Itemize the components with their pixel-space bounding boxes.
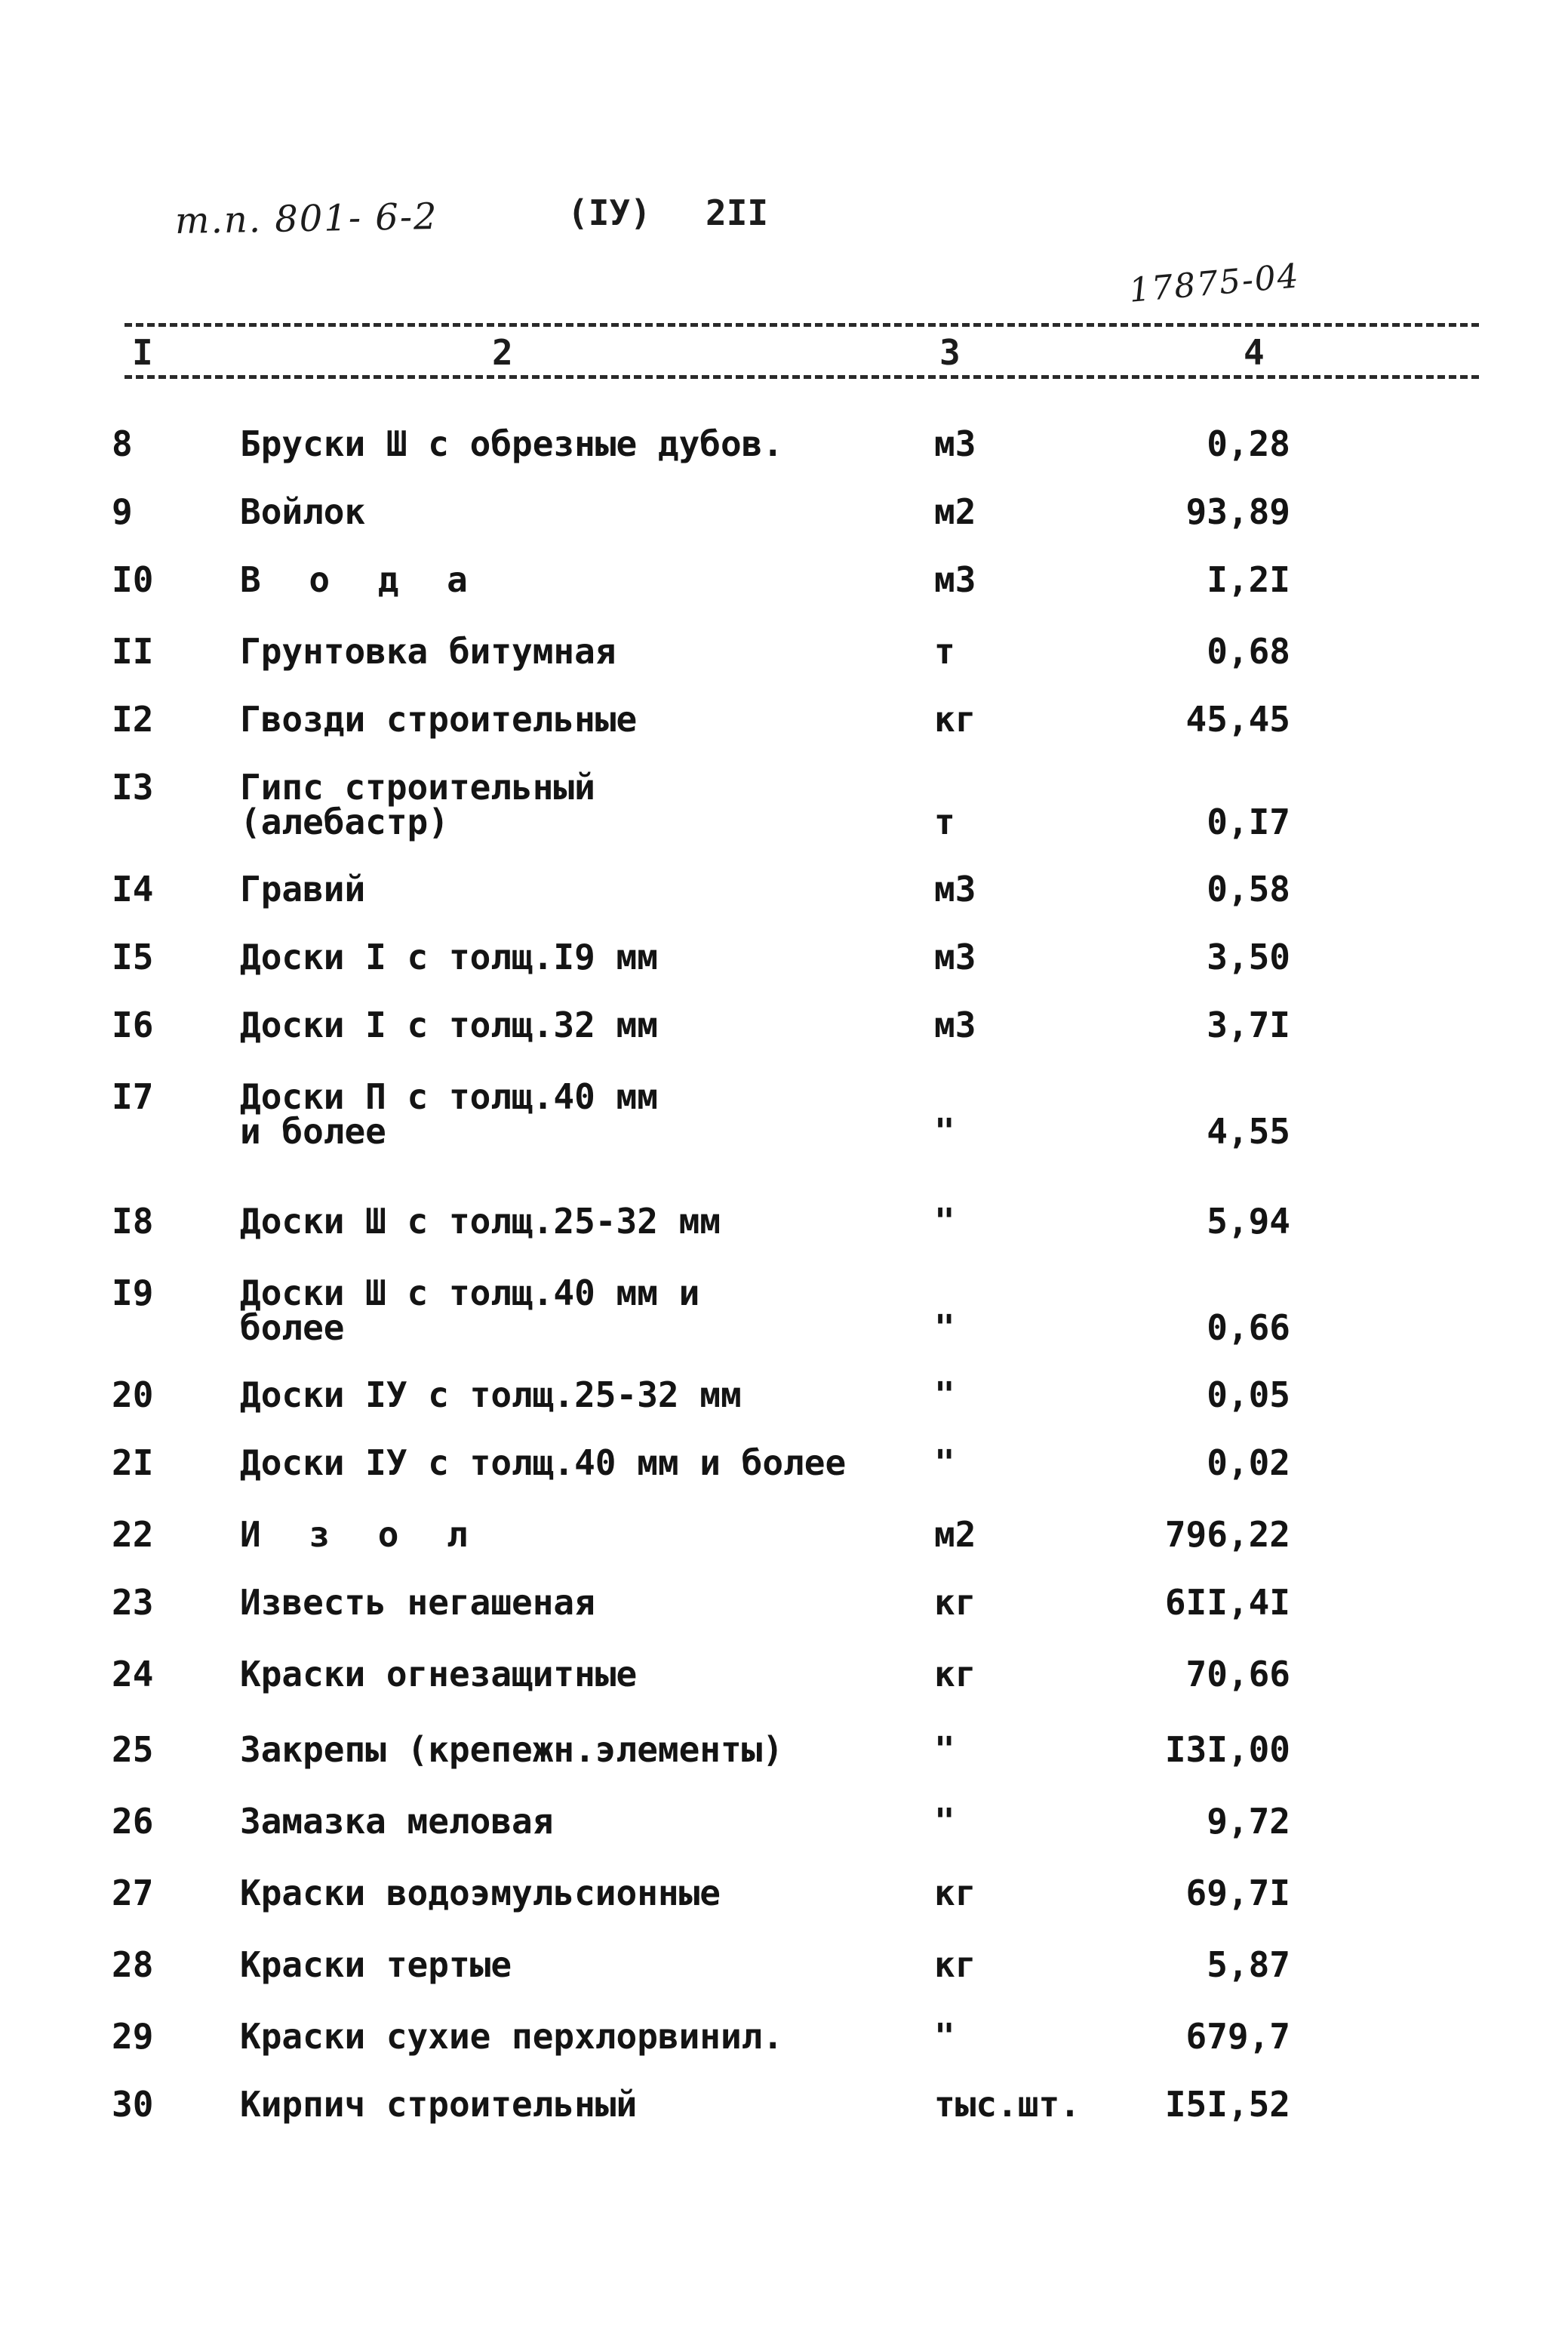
top-divider xyxy=(125,323,1479,327)
row-number: 20 xyxy=(112,1374,154,1415)
quantity-value: 6II,4I xyxy=(1164,1582,1290,1623)
row-number: 30 xyxy=(112,2084,154,2125)
material-name: Доски Ш с толщ.40 мм и более xyxy=(240,1273,700,1348)
section-label: (IУ) xyxy=(567,192,651,233)
quantity-value: 70,66 xyxy=(1185,1654,1290,1694)
material-name: Доски I с толщ.I9 мм xyxy=(240,937,658,977)
unit-of-measure: кг xyxy=(934,1944,976,1985)
row-number: 26 xyxy=(112,1801,154,1842)
unit-of-measure: " xyxy=(934,1729,955,1770)
quantity-value: 0,I7 xyxy=(1207,802,1290,842)
unit-of-measure: " xyxy=(934,2016,955,2057)
column-header-3: 3 xyxy=(939,332,961,373)
unit-of-measure: м2 xyxy=(934,1514,976,1555)
row-number: 27 xyxy=(112,1873,154,1913)
quantity-value: 0,58 xyxy=(1207,869,1290,909)
unit-of-measure: м3 xyxy=(934,423,976,464)
row-number: I0 xyxy=(112,559,154,600)
column-header-2: 2 xyxy=(492,332,513,373)
row-number: 29 xyxy=(112,2016,154,2057)
row-number: 2I xyxy=(112,1442,154,1483)
row-number: I3 xyxy=(112,767,154,808)
unit-of-measure: " xyxy=(934,1374,955,1415)
material-name: Краски огнезащитные xyxy=(240,1654,638,1694)
row-number: 9 xyxy=(112,491,133,532)
row-number: 25 xyxy=(112,1729,154,1770)
column-header-4: 4 xyxy=(1244,332,1265,373)
row-number: 24 xyxy=(112,1654,154,1694)
material-name: И з о л xyxy=(240,1514,481,1555)
material-name: Гравий xyxy=(240,869,366,909)
row-number: I5 xyxy=(112,937,154,977)
quantity-value: 69,7I xyxy=(1185,1873,1290,1913)
material-name: Доски IУ с толщ.25-32 мм xyxy=(240,1374,742,1415)
column-header-1: I xyxy=(132,332,153,373)
row-number: I9 xyxy=(112,1273,154,1313)
unit-of-measure: тыс.шт. xyxy=(934,2084,1081,2125)
material-name: Замазка меловая xyxy=(240,1801,554,1842)
quantity-value: 9,72 xyxy=(1207,1801,1290,1842)
unit-of-measure: м3 xyxy=(934,1005,976,1045)
unit-of-measure: м3 xyxy=(934,937,976,977)
material-name: В о д а xyxy=(240,559,481,600)
unit-of-measure: " xyxy=(934,1111,955,1152)
unit-of-measure: " xyxy=(934,1307,955,1348)
unit-of-measure: т xyxy=(934,802,955,842)
unit-of-measure: " xyxy=(934,1442,955,1483)
quantity-value: 93,89 xyxy=(1185,491,1290,532)
row-number: 8 xyxy=(112,423,133,464)
quantity-value: I5I,52 xyxy=(1164,2084,1290,2125)
quantity-value: 0,05 xyxy=(1207,1374,1290,1415)
quantity-value: 0,28 xyxy=(1207,423,1290,464)
row-number: 28 xyxy=(112,1944,154,1985)
row-number: 22 xyxy=(112,1514,154,1555)
quantity-value: I3I,00 xyxy=(1164,1729,1290,1770)
material-name: Доски П с толщ.40 мм и более xyxy=(240,1076,658,1152)
unit-of-measure: т xyxy=(934,631,955,672)
quantity-value: 3,7I xyxy=(1207,1005,1290,1045)
quantity-value: 5,94 xyxy=(1207,1201,1290,1242)
quantity-value: 679,7 xyxy=(1185,2016,1290,2057)
row-number: 23 xyxy=(112,1582,154,1623)
unit-of-measure: кг xyxy=(934,1654,976,1694)
material-name: Доски I с толщ.32 мм xyxy=(240,1005,658,1045)
row-number: I7 xyxy=(112,1076,154,1117)
material-name: Гвозди строительные xyxy=(240,699,638,740)
quantity-value: 5,87 xyxy=(1207,1944,1290,1985)
unit-of-measure: кг xyxy=(934,1873,976,1913)
material-name: Закрепы (крепежн.элементы) xyxy=(240,1729,784,1770)
material-name: Войлок xyxy=(240,491,366,532)
header-divider xyxy=(125,375,1479,379)
unit-of-measure: " xyxy=(934,1801,955,1842)
quantity-value: 4,55 xyxy=(1207,1111,1290,1152)
material-name: Известь негашеная xyxy=(240,1582,595,1623)
unit-of-measure: м3 xyxy=(934,869,976,909)
material-name: Кирпич строительный xyxy=(240,2084,638,2125)
quantity-value: 0,68 xyxy=(1207,631,1290,672)
project-code: т.п. 801- 6-2 xyxy=(174,195,439,243)
material-name: Бруски Ш с обрезные дубов. xyxy=(240,423,784,464)
material-name: Доски IУ с толщ.40 мм и более xyxy=(240,1442,847,1483)
material-name: Краски водоэмульсионные xyxy=(240,1873,721,1913)
quantity-value: 0,02 xyxy=(1207,1442,1290,1483)
material-name: Краски сухие перхлорвинил. xyxy=(240,2016,784,2057)
unit-of-measure: кг xyxy=(934,699,976,740)
material-name: Гипс строительный (алебастр) xyxy=(240,767,595,842)
row-number: I8 xyxy=(112,1201,154,1242)
reference-number: 17875-04 xyxy=(1127,257,1302,310)
material-name: Доски Ш с толщ.25-32 мм xyxy=(240,1201,721,1242)
unit-of-measure: кг xyxy=(934,1582,976,1623)
material-name: Грунтовка битумная xyxy=(240,631,616,672)
quantity-value: 796,22 xyxy=(1164,1514,1290,1555)
quantity-value: 0,66 xyxy=(1207,1307,1290,1348)
quantity-value: 45,45 xyxy=(1185,699,1290,740)
row-number: I2 xyxy=(112,699,154,740)
page-number: 2II xyxy=(706,192,769,233)
quantity-value: 3,50 xyxy=(1207,937,1290,977)
row-number: II xyxy=(112,631,154,672)
row-number: I4 xyxy=(112,869,154,909)
unit-of-measure: м2 xyxy=(934,491,976,532)
row-number: I6 xyxy=(112,1005,154,1045)
unit-of-measure: " xyxy=(934,1201,955,1242)
material-name: Краски тертые xyxy=(240,1944,512,1985)
quantity-value: I,2I xyxy=(1207,559,1290,600)
unit-of-measure: м3 xyxy=(934,559,976,600)
